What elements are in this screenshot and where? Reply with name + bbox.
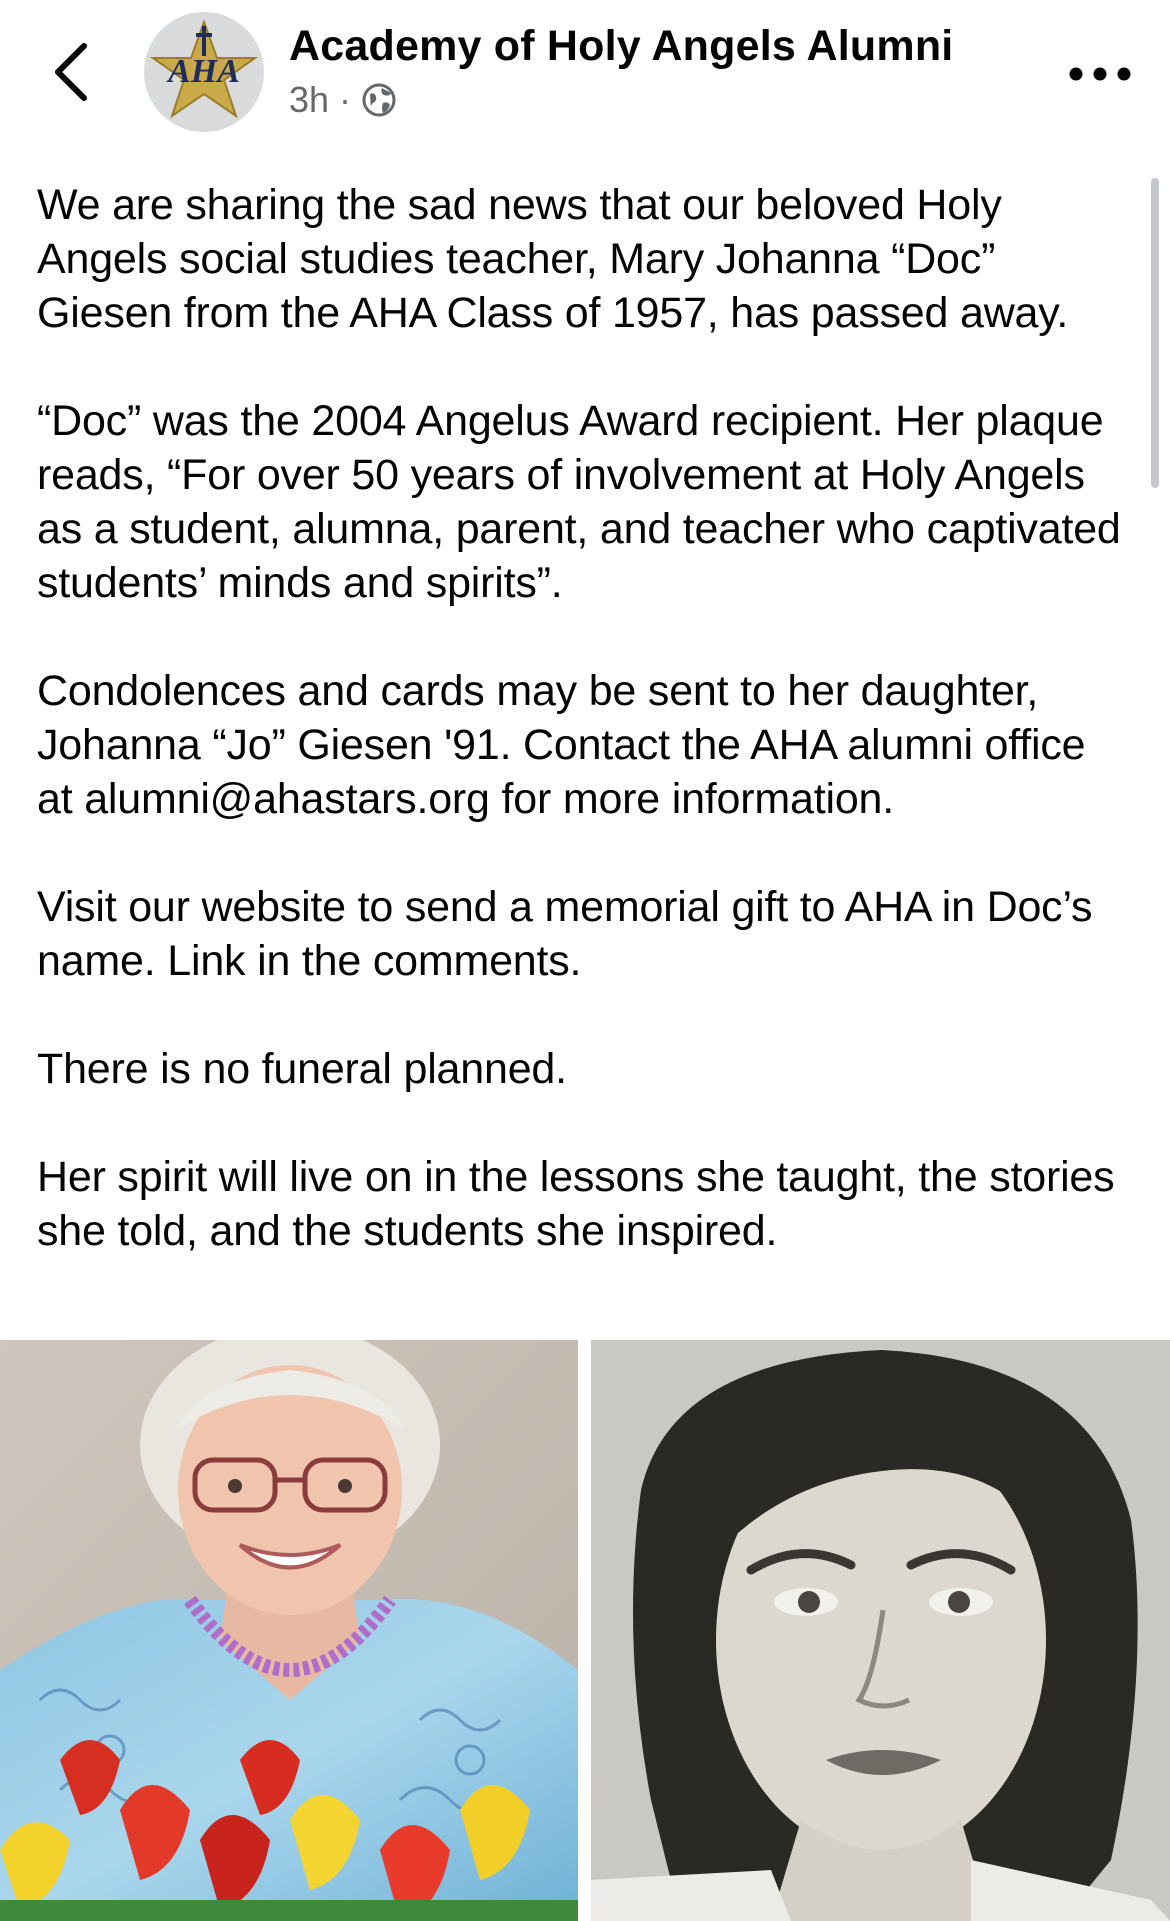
post-header <box>0 0 1170 140</box>
page-avatar[interactable] <box>144 12 264 132</box>
post-paragraph: Visit our website to send a memorial gift to AHA in Doc’s name. Link in the comments. <box>37 883 1093 985</box>
post-paragraph: “Doc” was the 2004 Angelus Award recipient. Her plaque reads, “For over 50 years of involvement at Holy Angels as a student, alumna, parent, and teacher who captivated students’ minds and spirits”. <box>37 397 1121 607</box>
page-name-link[interactable]: Academy of Holy Angels Alumni <box>289 22 954 70</box>
photo-yearbook-portrait[interactable] <box>591 1340 1170 1921</box>
post-timestamp[interactable]: 3h <box>289 79 330 120</box>
post-paragraph: We are sharing the sad news that our beloved Holy Angels social studies teacher, Mary Johanna “Doc” Giesen from the AHA Class of 1957, has passed away. <box>37 181 1069 337</box>
avatar-logo-text: AHA <box>168 53 240 90</box>
more-horizontal-icon <box>1064 54 1136 94</box>
photo-recent-portrait[interactable] <box>0 1340 578 1921</box>
post-paragraph: Her spirit will live on in the lessons she taught, the stories she told, and the students she inspired. <box>37 1153 1115 1255</box>
back-button[interactable] <box>46 38 98 106</box>
globe-icon <box>361 82 397 118</box>
post-body <box>37 178 1132 1258</box>
more-options-button[interactable] <box>1064 54 1136 94</box>
meta-separator: · <box>339 79 352 120</box>
post-paragraph: There is no funeral planned. <box>37 1045 567 1093</box>
scrollbar[interactable] <box>1151 178 1159 488</box>
post-paragraph: Condolences and cards may be sent to her daughter, Johanna “Jo” Giesen '91. Contact the AHA alumni office at alumni@ahastars.org for more information. <box>37 667 1086 823</box>
post-meta <box>289 78 397 122</box>
aha-logo-icon <box>144 12 264 132</box>
chevron-left-icon <box>46 38 98 106</box>
